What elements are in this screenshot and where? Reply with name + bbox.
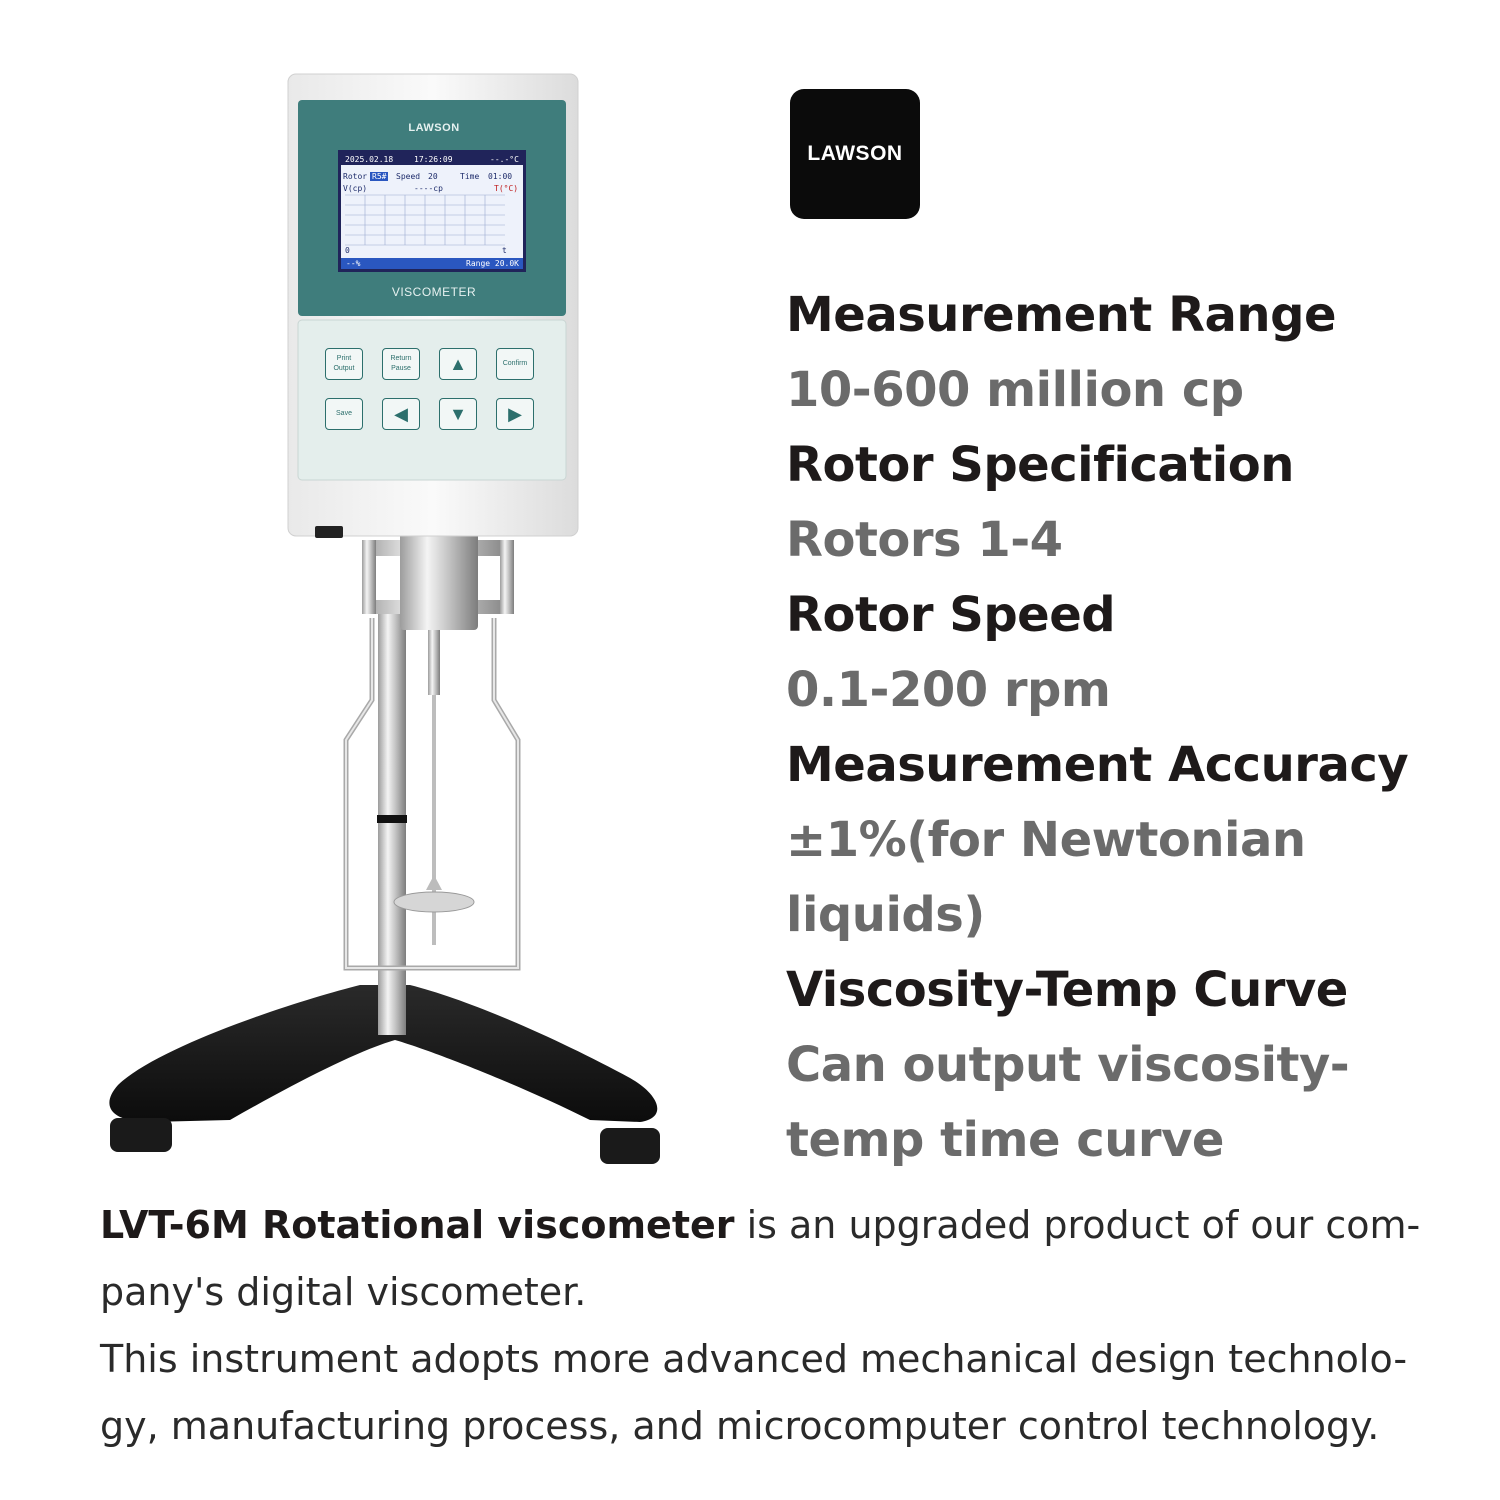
output-key-label: Output: [333, 365, 355, 372]
pole-ring: [377, 815, 407, 823]
lcd-screen: [341, 153, 523, 269]
right-arrow-icon: ▶: [508, 404, 522, 424]
product-name: LVT-6M Rotational viscometer: [100, 1203, 735, 1247]
confirm-key[interactable]: [496, 348, 534, 380]
down-arrow-key[interactable]: [439, 398, 477, 430]
lcd-temp: --.-°C: [490, 155, 519, 164]
return-pause-key[interactable]: [382, 348, 420, 380]
lcd-time-label: Time: [460, 172, 480, 181]
right-arrow-key[interactable]: [496, 398, 534, 430]
down-arrow-icon: ▼: [449, 404, 467, 424]
return-key-label: Return: [390, 355, 412, 362]
up-arrow-icon: ▲: [449, 354, 467, 374]
lcd-rotor-label: Rotor: [343, 172, 368, 181]
spec-value-accuracy: ±1%(for Newtonian liquids): [786, 812, 1306, 943]
up-arrow-key[interactable]: [439, 348, 477, 380]
device-model-label: VISCOMETER: [391, 285, 477, 299]
spec-label-range: Measurement Range: [786, 287, 1337, 343]
spec-label-curve: Viscosity-Temp Curve: [786, 962, 1348, 1018]
lcd-rotor-value: R5#: [372, 172, 387, 181]
device-brand-label: LAWSON: [408, 122, 460, 134]
lcd-percent: --%: [346, 259, 361, 268]
description-paragraph-2: This instrument adopts more advanced mechanical design technolo-gy, manufacturing process, and microcomputer control technology.: [100, 1337, 1408, 1448]
lcd-v-axis: V(cp): [343, 184, 368, 193]
description-paragraph-1: [100, 1192, 1430, 1326]
print-output-key[interactable]: [325, 348, 363, 380]
spec-label-speed: Rotor Speed: [786, 587, 1116, 643]
brand-logo-text: LAWSON: [807, 142, 903, 165]
pause-key-label: Pause: [391, 365, 411, 372]
foot-right: [600, 1128, 660, 1164]
lcd-range: Range 20.0K: [466, 259, 519, 268]
body-port: [315, 526, 343, 538]
spec-value-rotor: Rotors 1-4: [786, 512, 1063, 568]
save-key-label: Save: [336, 410, 352, 417]
spec-label-rotor: Rotor Specification: [786, 437, 1294, 493]
product-description: [100, 1192, 1430, 1460]
rotor-disc: [394, 892, 474, 912]
spec-value-range: 10-600 million cp: [786, 362, 1244, 418]
spec-list: [786, 278, 1498, 1178]
viscometer-product: [0, 0, 760, 1180]
description-line-1: is an upgraded product of our com-pany's digital viscometer.: [100, 1203, 1421, 1314]
save-key[interactable]: [325, 398, 363, 430]
clamp-right: [500, 540, 514, 614]
lcd-zero: 0: [345, 246, 350, 255]
foot-left: [110, 1118, 172, 1152]
brand-logo: [790, 89, 920, 219]
spec-value-curve: Can output viscosity-temp time curve: [786, 1037, 1350, 1168]
spindle-coupling: [428, 625, 440, 695]
lcd-speed-label: Speed: [396, 172, 421, 181]
spec-value-speed: 0.1-200 rpm: [786, 662, 1111, 718]
lcd-time-value: 01:00: [488, 172, 513, 181]
left-arrow-icon: ◀: [394, 404, 408, 424]
lcd-cp-reading: ----cp: [414, 184, 443, 193]
left-arrow-key[interactable]: [382, 398, 420, 430]
rotor-hub: [426, 875, 442, 890]
clamp-left: [362, 540, 376, 614]
spec-label-accuracy: Measurement Accuracy: [786, 737, 1409, 793]
confirm-key-label: Confirm: [502, 360, 528, 367]
lcd-date: 2025.02.18: [345, 155, 394, 164]
motor-housing: [400, 530, 478, 630]
lcd-t-axis: T(°C): [494, 184, 519, 193]
lcd-time: 17:26:09: [414, 155, 453, 164]
lcd-speed-value: 20: [428, 172, 438, 181]
print-key-label: Print: [336, 355, 352, 362]
lcd-t-label: t: [502, 246, 507, 255]
